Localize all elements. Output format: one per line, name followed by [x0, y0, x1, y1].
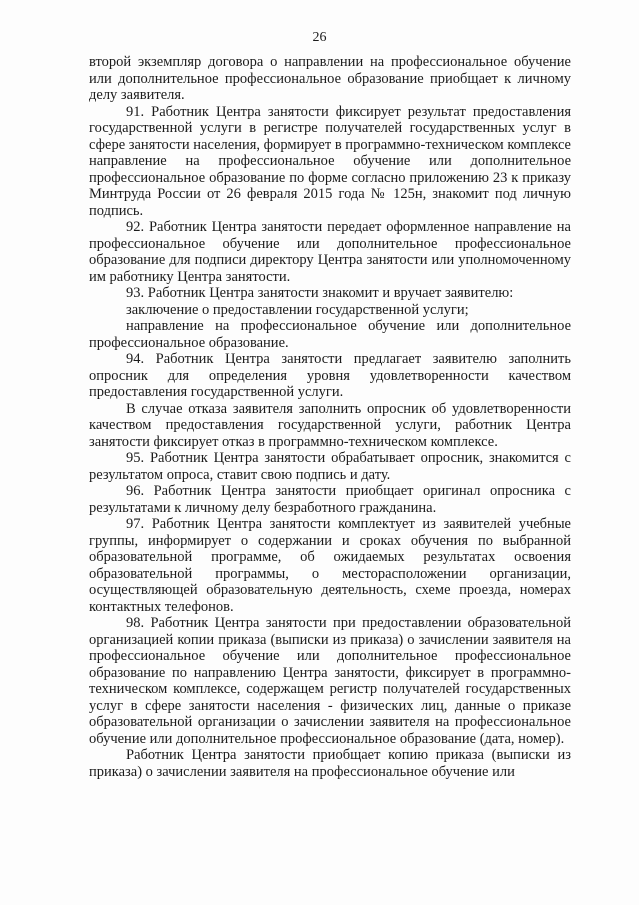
paragraph-92: 92. Работник Центра занятости передает оформленное направление на профессиональное обучение или дополнительное профессиональное образование для подписи директору Центра занятости или уполномоченному им работнику Центра занятости.	[89, 219, 571, 285]
paragraph-95: 95. Работник Центра занятости обрабатывает опросник, знакомится с результатом опроса, ставит свою подпись и дату.	[89, 450, 571, 483]
page-number: 26	[312, 30, 327, 45]
list-item-referral: направление на профессиональное обучение или дополнительное профессиональное образование.	[89, 318, 571, 351]
document-body	[89, 54, 571, 780]
paragraph-98: 98. Работник Центра занятости при предоставлении образовательной организацией копии приказа (выписки из приказа) о зачислении заявителя на профессиональное обучение или дополнительное профессиональное образование по направлению Центра занятости, фиксирует в программно-техническом комплексе, содержащем регистр получателей государственных услуг в сфере занятости населения - физических лиц, данные о приказе образовательной организации о зачислении заявителя на профессиональное обучение или дополнительное профессиональное образование (дата, номер).	[89, 615, 571, 747]
paragraph-91: 91. Работник Центра занятости фиксирует результат предоставления государственной услуги в регистре получателей государственных услуг в сфере занятости населения, формирует в программно-техническом комплексе направление на профессиональное обучение или дополнительное профессиональное образование по форме согласно приложению 23 к приказу Минтруда России от 26 февраля 2015 года № 125н, знакомит под личную подпись.	[89, 103, 571, 219]
paragraph-continuation: второй экземпляр договора о направлении на профессиональное обучение или дополнительное профессиональное образование приобщает к личному делу заявителя.	[89, 54, 571, 103]
paragraph-93: 93. Работник Центра занятости знакомит и вручает заявителю:	[126, 285, 514, 301]
paragraph-refusal: В случае отказа заявителя заполнить опросник об удовлетворенности качеством предоставления государственной услуги, работник Центра занятости фиксирует отказ в программно-техническом комплексе.	[89, 400, 571, 450]
list-item-conclusion: заключение о предоставлении государственной услуги;	[126, 301, 469, 318]
paragraph-order-copy: Работник Центра занятости приобщает копию приказа (выписки из приказа) о зачислении заявителя на профессиональное обучение или	[89, 747, 571, 780]
paragraph-96: 96. Работник Центра занятости приобщает оригинал опросника с результатами к личному делу безработного гражданина.	[89, 483, 571, 516]
paragraph-94: 94. Работник Центра занятости предлагает заявителю заполнить опросник для определения уровня удовлетворенности качеством предоставления государственной услуги.	[89, 351, 571, 400]
paragraph-97: 97. Работник Центра занятости комплектует из заявителей учебные группы, информирует о содержании и сроках обучения по выбранной образовательной программе, об ожидаемых результатах освоения образовательной программы, о месторасположении организации, осуществляющей образовательную деятельность, схеме проезда, номерах контактных телефонов.	[89, 516, 571, 615]
